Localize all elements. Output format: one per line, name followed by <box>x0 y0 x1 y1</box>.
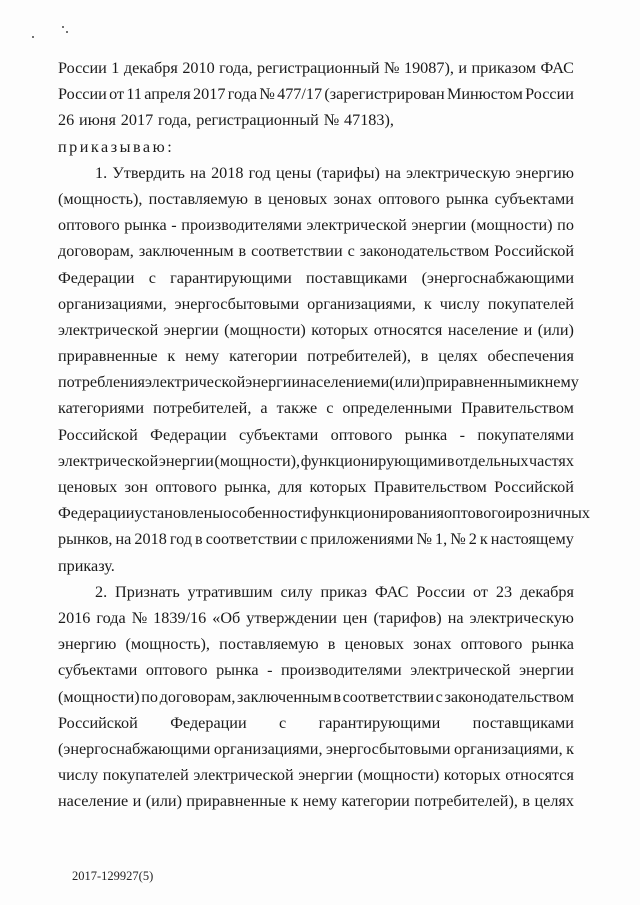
word: установлены <box>134 504 224 523</box>
word: 1 <box>111 59 120 77</box>
word: поставщиками <box>472 713 574 732</box>
word: договорам, <box>159 687 236 706</box>
word: регистрационный <box>196 111 319 130</box>
word: Правительством <box>373 478 487 496</box>
word: поставляемую <box>219 635 319 654</box>
word: и <box>505 504 515 523</box>
word: (или) <box>389 373 426 392</box>
word: также <box>276 399 318 418</box>
word: оптового <box>378 189 440 208</box>
word: энергии <box>163 320 219 339</box>
word: к <box>290 792 299 811</box>
text-line <box>58 736 574 762</box>
text-line <box>58 369 579 395</box>
word: по <box>557 216 574 235</box>
word: организациями, <box>213 739 323 758</box>
word: года, <box>219 59 253 77</box>
word: оптового <box>443 504 506 523</box>
word: цен <box>342 608 368 627</box>
word: 47183), <box>344 111 394 130</box>
word: соответствии <box>342 687 435 706</box>
document-body <box>58 55 590 814</box>
text-line <box>58 107 574 133</box>
text-line <box>58 160 574 186</box>
word: особенности <box>223 504 311 523</box>
word: законодательством <box>444 687 574 706</box>
text-line <box>58 605 574 631</box>
word: от <box>109 85 125 104</box>
word: год <box>169 530 192 549</box>
word: (или) <box>537 320 574 339</box>
word: относятся <box>373 320 443 339</box>
word: организациями, <box>307 294 416 313</box>
word: июня <box>79 111 116 130</box>
word: электрическую <box>406 163 511 182</box>
word: ФАС <box>540 59 574 77</box>
word: электрической <box>144 373 246 392</box>
text-line <box>58 55 574 81</box>
word: отдельных <box>455 451 529 470</box>
word: на <box>385 163 401 182</box>
word: организациями, <box>453 739 563 758</box>
word: с <box>300 530 308 549</box>
word: приказом <box>471 59 537 77</box>
word: потребителей), <box>307 347 411 366</box>
word: 23 <box>495 582 513 601</box>
word: (мощности) <box>357 766 440 785</box>
word: розничных <box>514 504 590 523</box>
document-number: 2017-129927(5) <box>72 869 154 883</box>
word: рынка, <box>224 478 271 496</box>
word: потребителей), <box>414 792 518 811</box>
text-line <box>58 238 574 264</box>
word: в <box>254 189 262 208</box>
word: категории <box>229 347 298 366</box>
word: энергии <box>298 766 354 785</box>
word: и <box>380 373 390 392</box>
word: на <box>447 608 464 627</box>
word: поставляемую <box>148 189 249 208</box>
word: оптового <box>330 425 393 444</box>
text-line <box>58 710 574 736</box>
word: 2. <box>95 582 108 601</box>
word: нему <box>302 792 337 811</box>
word: которых <box>443 766 501 785</box>
word: целях <box>534 792 574 811</box>
word: частях <box>529 451 574 470</box>
word: России <box>525 85 574 104</box>
word: покупателями <box>477 425 574 444</box>
word: законодательством <box>359 242 490 261</box>
word: 2010 <box>182 59 215 77</box>
word: относятся <box>505 766 574 785</box>
word: ценовых <box>58 478 118 496</box>
text-line <box>58 500 590 526</box>
word: для <box>278 478 303 496</box>
word: 26 <box>58 111 75 130</box>
word: оптового <box>155 478 217 496</box>
word: Российской <box>58 425 138 444</box>
word: на <box>190 163 206 182</box>
scan-speck <box>32 36 34 38</box>
text-line <box>58 762 574 788</box>
word: года <box>227 85 258 104</box>
word: электрической <box>193 766 294 785</box>
text-line <box>58 212 574 238</box>
word: 2018 <box>211 163 244 182</box>
word: электрической <box>58 451 159 470</box>
word: (мощности) <box>58 687 140 706</box>
word: потребителей, <box>153 399 252 418</box>
word: рынка <box>446 189 489 208</box>
text-line <box>58 788 574 814</box>
word: 2016 <box>58 608 91 627</box>
word: Российской <box>58 713 138 732</box>
word: зон <box>124 478 148 496</box>
word: Российской <box>494 242 574 261</box>
word: к <box>167 347 176 366</box>
word: энергосбытовыми <box>326 739 451 758</box>
word: энергии <box>245 373 301 392</box>
word: от <box>473 582 488 601</box>
word: энергии <box>158 451 214 470</box>
word: Российской <box>494 478 574 496</box>
word: ценовых <box>268 189 328 208</box>
word: соответствии <box>251 242 343 261</box>
word: электрической <box>58 320 159 339</box>
text-line <box>58 317 574 343</box>
word: утратившим <box>187 582 273 601</box>
word: 2018 <box>134 530 167 549</box>
word: приравненные <box>186 792 286 811</box>
word: с <box>148 268 156 287</box>
scan-speck <box>66 31 68 33</box>
word: электрической <box>306 216 407 235</box>
word: с <box>435 687 443 706</box>
word: (мощности) <box>470 216 553 235</box>
text-line <box>58 343 574 369</box>
text-line <box>58 553 574 579</box>
word: зонах <box>333 189 372 208</box>
word: 1839/16 <box>153 608 207 627</box>
word: категории <box>341 792 410 811</box>
word: электрической <box>410 661 511 680</box>
word: оптового <box>145 661 208 680</box>
text-line <box>58 265 574 291</box>
word: оптового <box>460 635 523 654</box>
text-line <box>58 186 574 212</box>
word: - <box>171 216 177 235</box>
word: числу <box>439 294 480 313</box>
word: в <box>238 242 247 261</box>
word: субъектами <box>239 425 319 444</box>
word: гарантирующими <box>170 268 292 287</box>
word: и <box>458 59 468 77</box>
word: (тарифов) <box>373 608 442 627</box>
text-line <box>58 291 574 317</box>
text-line <box>58 81 574 107</box>
word: зонах <box>413 635 452 654</box>
word: 2017 <box>193 85 226 104</box>
word: утверждении <box>246 608 337 627</box>
word: население <box>58 792 129 811</box>
word: организациями, <box>58 294 167 313</box>
word: (или) <box>145 792 182 811</box>
word: соответствии <box>205 530 298 549</box>
word: гарантирующими <box>318 713 441 732</box>
word: нему <box>544 373 579 392</box>
word: 477/17 <box>277 85 323 104</box>
word: к <box>566 739 574 758</box>
word: приравненными <box>425 373 537 392</box>
word: а <box>260 399 268 418</box>
word: в <box>420 347 429 366</box>
word: приказу. <box>58 556 115 575</box>
word: № <box>450 530 466 549</box>
text-line <box>58 422 574 448</box>
word: ценовых <box>344 635 404 654</box>
word: энергию <box>58 635 117 654</box>
word: к <box>423 294 432 313</box>
word: России <box>58 59 107 77</box>
word: поставщиками <box>306 268 408 287</box>
word: декабря <box>519 582 574 601</box>
word: - <box>267 661 273 680</box>
word: с <box>347 242 355 261</box>
text-line <box>58 134 574 160</box>
word: субъектами <box>494 189 574 208</box>
word: население <box>447 320 519 339</box>
word: года, <box>158 111 192 130</box>
word: приказ <box>320 582 368 601</box>
word: рынков, <box>58 530 113 549</box>
word: № <box>323 111 340 130</box>
word: приложениями <box>310 530 414 549</box>
word: определенными <box>342 399 453 418</box>
word: функционирования <box>310 504 444 523</box>
word: регистрационный <box>256 59 380 77</box>
word: рынка <box>404 425 448 444</box>
word: субъектами <box>58 661 138 680</box>
word: и <box>523 320 533 339</box>
word: России <box>416 582 466 601</box>
word: (энергоснабжающими <box>421 268 574 287</box>
word: цены <box>275 163 312 182</box>
word: (мощности) <box>224 320 306 339</box>
word: Минюстом <box>446 85 523 104</box>
word: в <box>327 635 336 654</box>
word: Правительством <box>461 399 574 418</box>
word: декабря <box>123 59 178 77</box>
word: рынка <box>531 635 574 654</box>
text-line <box>58 684 574 710</box>
word: (тарифы) <box>316 163 380 182</box>
scan-specks <box>28 22 88 42</box>
word: в <box>446 451 455 470</box>
text-line <box>58 657 574 683</box>
word: № <box>384 59 400 77</box>
word: 19087), <box>403 59 454 77</box>
word: в <box>333 687 342 706</box>
word: 11 <box>126 85 142 104</box>
word: рынка <box>216 661 259 680</box>
word: покупателей <box>487 294 574 313</box>
word: которых <box>311 320 369 339</box>
word: оптового <box>58 216 120 235</box>
word: энергии <box>411 216 467 235</box>
text-line <box>58 579 574 605</box>
word: «Об <box>212 608 241 627</box>
word: энергосбытовыми <box>174 294 300 313</box>
word: с <box>326 399 334 418</box>
word: энергии <box>519 661 574 680</box>
word: (мощности), <box>214 451 301 470</box>
word: договорам, <box>58 242 134 261</box>
word: (зарегистрирован <box>324 85 445 104</box>
word: нему <box>185 347 220 366</box>
word: 2017 <box>120 111 154 130</box>
text-line <box>58 474 574 500</box>
word: апреля <box>144 85 191 104</box>
word: числу <box>58 766 99 785</box>
word: функционирующими <box>300 451 447 470</box>
word: ФАС <box>374 582 409 601</box>
word: энергию <box>515 163 574 182</box>
word: настоящему <box>490 530 574 549</box>
text-line <box>58 448 574 474</box>
word: год <box>248 163 271 182</box>
word: - <box>459 425 465 444</box>
word: с <box>279 713 287 732</box>
word: Федерации <box>58 268 135 287</box>
word: Утвердить <box>112 163 185 182</box>
word: России <box>58 85 107 104</box>
word: электрическую <box>469 608 574 627</box>
word: Признать <box>115 582 180 601</box>
word: рынка <box>124 216 167 235</box>
word: в <box>195 530 203 549</box>
word: покупателей <box>102 766 189 785</box>
word: обеспечения <box>487 347 574 366</box>
word: производителями <box>281 661 402 680</box>
text-line <box>58 395 574 421</box>
word: по <box>141 687 159 706</box>
word: № <box>259 85 275 104</box>
word: года <box>96 608 126 627</box>
word: целях <box>438 347 478 366</box>
word: Федерации <box>150 425 227 444</box>
word: 2 <box>468 530 477 549</box>
word: (мощность), <box>125 635 210 654</box>
word: потребления <box>58 373 145 392</box>
word: (мощность), <box>58 189 143 208</box>
text-line <box>58 631 574 657</box>
word: на <box>115 530 132 549</box>
word: приравненные <box>58 347 158 366</box>
word: № <box>131 608 148 627</box>
word: приказываю: <box>58 137 175 156</box>
word: Федерации <box>170 713 247 732</box>
text-line <box>58 526 574 552</box>
word: № <box>416 530 432 549</box>
word: которых <box>309 478 367 496</box>
word: силу <box>280 582 313 601</box>
word: заключенным <box>237 687 332 706</box>
word: производителями <box>181 216 302 235</box>
scan-speck <box>62 26 64 28</box>
word: к <box>536 373 545 392</box>
word: к <box>479 530 488 549</box>
word: Федерации <box>58 504 135 523</box>
word: в <box>522 792 531 811</box>
word: населением <box>300 373 381 392</box>
word: заключенным <box>138 242 234 261</box>
word: 1, <box>435 530 448 549</box>
word: 1. <box>95 163 108 182</box>
word: и <box>132 792 142 811</box>
word: категориями <box>58 399 145 418</box>
word: (энергоснабжающими <box>58 739 211 758</box>
